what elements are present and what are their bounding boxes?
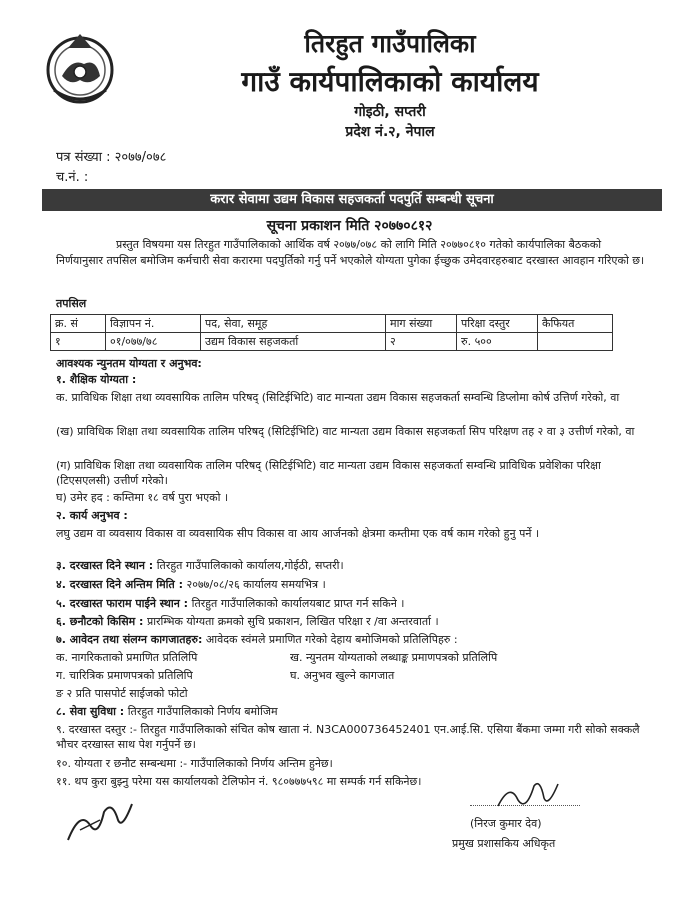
table-cell: ०१/०७७/७८	[106, 333, 201, 351]
publication-date: सूचना प्रकाशन मिति २०७७०८१२	[266, 218, 433, 234]
table-header-cell: परिक्षा दस्तुर	[457, 315, 538, 333]
item-value: आवेदक स्वंमले प्रमाणित गरेको देहाय बमोजिमको प्रतिलिपिहरु :	[202, 633, 458, 646]
doc-item: ङ २ प्रति पासपोर्ट साईजको फोटो	[56, 687, 188, 700]
letter-number: पत्र संख्या : २०७७/०७८	[56, 150, 167, 165]
province-line: प्रदेश नं.२, नेपाल	[345, 124, 435, 140]
intro-paragraph: प्रस्तुत विषयमा यस तिरहुत गाउँपालिकाको आर्थिक वर्ष २०७७/०७८ को लागि मिति २०७७०८१० गतेको कार्यपालिका बैठकको निर्णयानुसार तपसिल बमोजिम कर्मचारी सेवा करारमा पदपुर्तिको गर्नु पर्ने भएकोले योग्यता पुगेका ईच्छुक उमेदवारहरुबाट दरखास्त आवहान गरिएको छ।	[56, 238, 645, 267]
education-item: (ख) प्राविधिक शिक्षा तथा व्यवसायिक तालिम परिषद् (सिटिईभिटि) वाट मान्यता उद्यम विकास सहजकर्ता सिप परिक्षण तह २ वा ३ उत्तीर्ण गरेको, वा	[56, 425, 635, 438]
item-label: ७. आवेदन तथा संलग्न कागजातहरु:	[56, 633, 203, 646]
experience-text: लघु उद्यम वा व्यवसाय विकास वा व्यवसायिक सीप विकास वा आय आर्जनको क्षेत्रमा कम्तीमा एक वर्ष काम गरेको हुनु पर्ने ।	[56, 527, 540, 540]
item-value: तिरहुत गाउँपालिकाको निर्णय बमोजिम	[124, 705, 278, 718]
table-header-cell: माग संख्या	[386, 315, 457, 333]
form-source	[56, 596, 654, 611]
doc-item: क. नागरिकताको प्रमाणित प्रतिलिपि	[56, 651, 198, 664]
item-value: तिरहुत गाउँपालिकाको कार्यालय,गोईठी, सप्तरी।	[153, 559, 344, 572]
doc-item: ख. न्युनतम योग्यताको लब्धाङ्क प्रमाणपत्रको प्रतिलिपि	[290, 651, 498, 664]
notice-banner: करार सेवामा उद्यम विकास सहजकर्ता पदपुर्ति सम्बन्धी सूचना	[42, 189, 662, 211]
signature-line	[470, 805, 580, 806]
item-label: ३. दरखास्त दिने स्थान :	[56, 559, 154, 572]
application-place	[56, 558, 654, 573]
contact-info: ११. थप कुरा बुझ्नु परेमा यस कार्यालयको टेलिफोन नं. ९८०७७७५९८ मा सम्पर्क गर्न सकिनेछ।	[56, 775, 422, 788]
education-item: (ग) प्राविधिक शिक्षा तथा व्यवसायिक तालिम परिषद् (सिटिईभिटि) वाट मान्यता उद्यम विकास सहजकर्ता सम्वन्धि प्राविधिक प्रवेशिका परिक्षा (टिएसएलसी) उत्तीर्ण गरेको।	[56, 459, 601, 487]
deadline	[56, 577, 654, 592]
table-cell: २	[386, 333, 457, 351]
item-value: तिरहुत गाउँपालिकाको कार्यालयबाट प्राप्त गर्न सकिने ।	[188, 597, 405, 610]
item-label: ८. सेवा सुविधा :	[56, 705, 125, 718]
table-row	[51, 333, 613, 351]
table-header-cell: क्र. सं	[51, 315, 106, 333]
table-header-cell: पद, सेवा, समूह	[201, 315, 386, 333]
table-cell: उद्यम विकास सहजकर्ता	[201, 333, 386, 351]
application-fee: ९. दरखास्त दस्तुर :- तिरहुत गाउँपालिकाको संचित कोष खाता नं. N3CA000736452401 एन.आई.सि. एसिया बैंकमा जम्मा गरी सोको सक्कलै भौचर दरखास्त साथ पेश गर्नुपर्ने छ।	[56, 723, 640, 751]
signatory-title: प्रमुख प्रशासकिय अधिकृत	[452, 837, 556, 850]
vacancy-table	[50, 314, 613, 351]
education-item: घ) उमेर हद : कम्तिमा १८ वर्ष पुरा भएको ।	[56, 491, 229, 504]
table-header-cell: कैफियत	[538, 315, 613, 333]
tapsil-label: तपसिल	[56, 297, 87, 310]
item-label: ४. दरखास्त दिने अन्तिम मिति :	[56, 578, 184, 591]
nepal-emblem-icon	[40, 28, 120, 108]
doc-item: घ. अनुभव खुल्ने कागजात	[290, 669, 395, 682]
experience-title: २. कार्य अनुभव :	[56, 509, 128, 522]
item-value: प्रारम्भिक योग्यता क्रमको सुचि प्रकाशन, लिखित परिक्षा र /वा अन्तरवार्ता ।	[143, 615, 439, 628]
municipality-name: तिरहुत गाउँपालिका	[304, 29, 476, 58]
table-cell: रु. ५००	[457, 333, 538, 351]
service-facility	[56, 704, 654, 719]
office-title: गाउँ कार्यपालिकाको कार्यालय	[241, 65, 539, 98]
education-item: क. प्राविधिक शिक्षा तथा व्यवसायिक तालिम परिषद् (सिटिईभिटि) वाट मान्यता उद्यम विकास सहजकर्ता सम्वन्धि डिप्लोमा कोर्ष उत्तिर्ण गरेको, वा	[56, 391, 620, 404]
table-cell	[538, 333, 613, 351]
signatory-name: (निरज कुमार देव)	[470, 817, 542, 830]
table-cell: १	[51, 333, 106, 351]
required-documents	[56, 632, 654, 647]
education-title: १. शैक्षिक योग्यता :	[56, 373, 137, 386]
table-header-row	[51, 315, 613, 333]
office-location: गोइठी, सप्तरी	[354, 104, 426, 120]
left-signature-icon	[60, 790, 140, 850]
table-header-cell: विज्ञापन नं.	[106, 315, 201, 333]
selection-authority: १०. योग्यता र छनौट सम्बन्धमा :- गाउँपालिकाको निर्णय अन्तिम हुनेछ।	[56, 757, 333, 770]
item-value: २०७७/०८/२६ कार्यालय समयभित्र ।	[183, 578, 326, 591]
doc-item: ग. चारित्रिक प्रमाणपत्रको प्रतिलिपि	[56, 669, 193, 682]
selection-type	[56, 614, 654, 629]
item-label: ५. दरखास्त फाराम पाईने स्थान :	[56, 597, 189, 610]
requirements-title: आवश्यक न्युनतम योग्यता र अनुभव:	[56, 357, 202, 370]
officer-signature-icon	[488, 776, 568, 816]
dispatch-number: च.नं. :	[56, 170, 89, 185]
item-label: ६. छनौटको किसिम :	[56, 615, 144, 628]
